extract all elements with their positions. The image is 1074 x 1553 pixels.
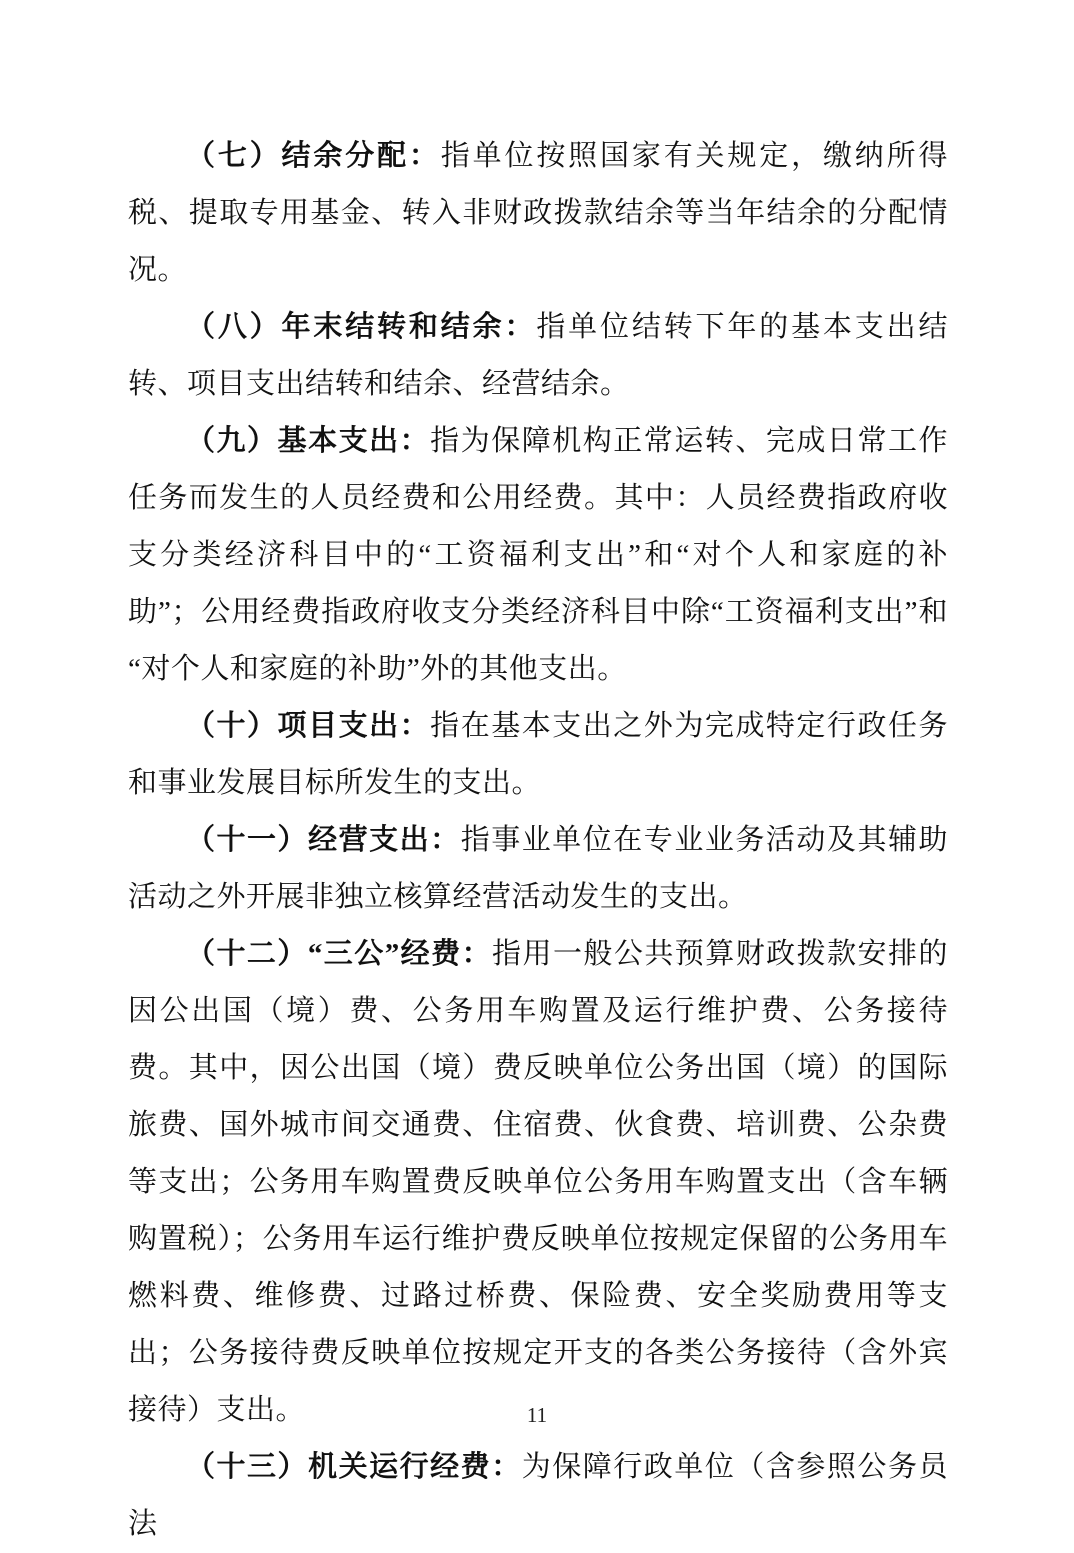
paragraph-12 bbox=[128, 926, 948, 1439]
paragraph-11-lead: （十一）经营支出： bbox=[186, 824, 461, 856]
paragraph-8-body: 指单位结转下年的基本支出结转、项目支出结转和结余、经营结余。 bbox=[128, 311, 948, 400]
paragraph-7-body: 指单位按照国家有关规定，缴纳所得税、提取专用基金、转入非财政拨款结余等当年结余的分配情况。 bbox=[128, 140, 948, 286]
paragraph-7 bbox=[128, 128, 948, 299]
paragraph-9-body: 指为保障机构正常运转、完成日常工作任务而发生的人员经费和公用经费。其中：人员经费指政府收支分类经济科目中的“工资福利支出”和“对个人和家庭的补助”；公用经费指政府收支分类经济科目中除“工资福利支出”和“对个人和家庭的补助”外的其他支出。 bbox=[128, 425, 948, 685]
page-number: 11 bbox=[526, 1403, 548, 1427]
paragraph-8-lead: （八）年末结转和结余： bbox=[186, 311, 537, 343]
document-body bbox=[128, 128, 948, 1553]
paragraph-13-lead: （十三）机关运行经费： bbox=[186, 1451, 522, 1483]
paragraph-12-body: 指用一般公共预算财政拨款安排的因公出国（境）费、公务用车购置及运行维护费、公务接待费。其中，因公出国（境）费反映单位公务出国（境）的国际旅费、国外城市间交通费、住宿费、伙食费、培训费、公杂费等支出；公务用车购置费反映单位公务用车购置支出（含车辆购置税）；公务用车运行维护费反映单位按规定保留的公务用车燃料费、维修费、过路过桥费、保险费、安全奖励费用等支出；公务接待费反映单位按规定开支的各类公务接待（含外宾接待）支出。 bbox=[128, 938, 948, 1426]
paragraph-11-body: 指事业单位在专业业务活动及其辅助活动之外开展非独立核算经营活动发生的支出。 bbox=[128, 824, 948, 913]
paragraph-9 bbox=[128, 413, 948, 698]
paragraph-13 bbox=[128, 1439, 948, 1553]
paragraph-10 bbox=[128, 698, 948, 812]
paragraph-10-lead: （十）项目支出： bbox=[186, 710, 431, 742]
paragraph-12-lead: （十二）“三公”经费： bbox=[186, 938, 493, 970]
paragraph-13-body: 为保障行政单位（含参照公务员法 bbox=[128, 1451, 948, 1540]
paragraph-7-lead: （七）结余分配： bbox=[186, 140, 441, 172]
paragraph-10-body: 指在基本支出之外为完成特定行政任务和事业发展目标所发生的支出。 bbox=[128, 710, 948, 799]
paragraph-8 bbox=[128, 299, 948, 413]
paragraph-9-lead: （九）基本支出： bbox=[186, 425, 431, 457]
paragraph-11 bbox=[128, 812, 948, 926]
